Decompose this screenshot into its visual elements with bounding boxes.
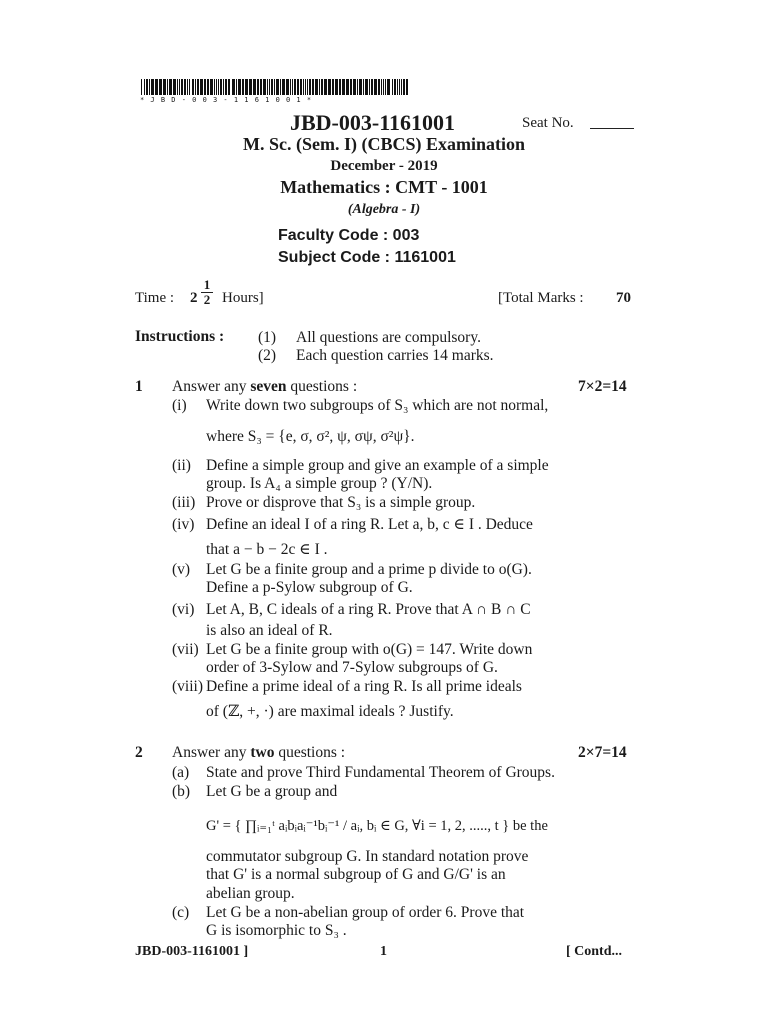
q1-part-line: Define an ideal I of a ring R. Let a, b, c ∈ I . Deduce [206, 516, 533, 533]
q1-prompt [172, 378, 357, 396]
barcode-bar [315, 79, 318, 95]
barcode-bar [236, 79, 237, 95]
q1-part-line: Write down two subgroups of S₃ which are not normal, [206, 397, 549, 414]
barcode-bar [369, 79, 370, 95]
barcode-bar [274, 79, 275, 95]
q2-part-num: (a) [172, 764, 190, 781]
q2-marks: 2×7=14 [578, 744, 627, 761]
time-fraction [201, 278, 213, 307]
barcode-bar [187, 79, 188, 95]
time-denominator: 2 [203, 292, 211, 307]
barcode-bar [216, 79, 217, 95]
q1-part-num: (viii) [172, 678, 203, 695]
barcode-bar [286, 79, 289, 95]
barcode-bar [232, 79, 235, 95]
barcode-bar [179, 79, 180, 95]
instruction-1-text: All questions are compulsory. [296, 329, 481, 346]
barcode-bar [394, 79, 396, 95]
barcode-bar [383, 79, 384, 95]
q1-part-line: Define a simple group and give an example of a simple [206, 457, 549, 474]
q1-part-line: that a − b − 2c ∈ I . [206, 541, 328, 558]
barcode-bar [381, 79, 382, 95]
q1-prompt-a: Answer any [172, 378, 247, 395]
barcode-bar [309, 79, 311, 95]
barcode-bar [357, 79, 358, 95]
barcode-bar [401, 79, 402, 95]
time-unit: Hours] [222, 290, 264, 306]
barcode-bar [163, 79, 166, 95]
q1-prompt-c: questions : [290, 378, 358, 395]
seat-label: Seat No. [522, 115, 574, 131]
barcode-bar [151, 79, 154, 95]
barcode-bar [271, 79, 273, 95]
q2-part-line: G' = { ∏ᵢ₌₁ᵗ aᵢbᵢaᵢ⁻¹bᵢ⁻¹ / aᵢ, bᵢ ∈ G, ∀i = 1, 2, ....., t } be the [206, 818, 548, 834]
barcode-bar [290, 79, 291, 95]
barcode-bar [173, 79, 176, 95]
barcode-bar [263, 79, 266, 95]
barcode-bar [141, 79, 142, 95]
total-marks-label: [Total Marks : [498, 290, 584, 306]
q2-part-line: abelian group. [206, 885, 295, 902]
q1-part-line: group. Is A₄ a simple group ? (Y/N). [206, 475, 433, 492]
barcode-bar [387, 79, 390, 95]
barcode-bar [294, 79, 296, 95]
barcode-bar [280, 79, 281, 95]
barcode-bar [189, 79, 190, 95]
q1-part-num: (vii) [172, 641, 199, 658]
instruction-2-text: Each question carries 14 marks. [296, 347, 494, 364]
barcode-bar [297, 79, 299, 95]
q1-part-num: (i) [172, 397, 187, 414]
barcode-bar [228, 79, 230, 95]
q1-part-num: (iii) [172, 494, 196, 511]
q1-number: 1 [135, 378, 143, 395]
barcode-bar [155, 79, 158, 95]
barcode-bar [365, 79, 368, 95]
barcode-bar [374, 79, 377, 95]
barcode-bar [242, 79, 244, 95]
barcode-bar [378, 79, 380, 95]
barcode-bar [312, 79, 314, 95]
barcode-bar [218, 79, 219, 95]
barcode-bar [249, 79, 252, 95]
footer-code: JBD-003-1161001 ] [135, 944, 249, 959]
barcode-bar [207, 79, 209, 95]
exam-title: M. Sc. (Sem. I) (CBCS) Examination [243, 134, 525, 154]
q1-part-line: Define a prime ideal of a ring R. Is all prime ideals [206, 678, 522, 695]
q2-prompt [172, 744, 345, 762]
page-number: 1 [380, 944, 387, 959]
time-whole: 2 [190, 290, 198, 306]
barcode-bar [149, 79, 150, 95]
barcode-bar [181, 79, 183, 95]
barcode-bar [177, 79, 178, 95]
barcode-bar [267, 79, 268, 95]
q1-part-line: Let G be a finite group and a prime p divide to o(G). [206, 561, 532, 578]
barcode-bar [260, 79, 262, 95]
barcode-bar [159, 79, 162, 95]
barcode-bar [292, 79, 293, 95]
q1-marks: 7×2=14 [578, 378, 627, 395]
barcode-bar [359, 79, 362, 95]
q2-part-line: G is isomorphic to S₃ . [206, 922, 347, 939]
barcode-bar [253, 79, 256, 95]
q1-part-line: Define a p-Sylow subgroup of G. [206, 579, 413, 596]
barcode-bar [305, 79, 306, 95]
barcode-bar [197, 79, 199, 95]
paper-name: (Algebra - I) [347, 202, 421, 217]
q2-prompt-c: questions : [278, 744, 346, 761]
instruction-1-num: (1) [258, 329, 277, 346]
q1-part-line: Let A, B, C ideals of a ring R. Prove that A ∩ B ∩ C [206, 601, 531, 618]
barcode-bar [245, 79, 248, 95]
q2-part-num: (c) [172, 904, 190, 921]
barcode-bar [204, 79, 206, 95]
q2-prompt-a: Answer any [172, 744, 247, 761]
barcode-bar [146, 79, 148, 95]
q1-part-line: Prove or disprove that S₃ is a simple group. [206, 494, 476, 511]
q1-part-line: Let G be a finite group with o(G) = 147. Write down [206, 641, 533, 658]
barcode-bar [332, 79, 334, 95]
q1-part-num: (v) [172, 561, 191, 578]
barcode-bar [184, 79, 186, 95]
q2-number: 2 [135, 744, 143, 761]
barcode-bar [342, 79, 345, 95]
q2-part-line: that G' is a normal subgroup of G and G/G' is an [206, 866, 506, 883]
barcode-bar [307, 79, 308, 95]
barcode-bar [371, 79, 373, 95]
barcode-bar [403, 79, 405, 95]
barcode-bar [195, 79, 196, 95]
q1-part-line: is also an ideal of R. [206, 622, 333, 639]
total-marks-value: 70 [616, 290, 631, 306]
barcode-bar [144, 79, 145, 95]
instructions-label: Instructions : [135, 328, 225, 345]
barcode-bar [192, 79, 194, 95]
barcode-graphic [141, 79, 411, 95]
barcode-bar [321, 79, 323, 95]
barcode-bar [220, 79, 222, 95]
q1-part-line: of (ℤ, +, ·) are maximal ideals ? Justify. [206, 703, 454, 720]
barcode-bar [353, 79, 356, 95]
subject-title: Mathematics : CMT - 1001 [280, 177, 488, 197]
barcode-bar [335, 79, 338, 95]
barcode-bar [385, 79, 386, 95]
barcode-bar [210, 79, 213, 95]
barcode-bar [200, 79, 203, 95]
q2-part-line: commutator subgroup G. In standard notation prove [206, 848, 529, 865]
barcode-bar [276, 79, 279, 95]
q2-part-num: (b) [172, 783, 191, 800]
barcode-bar [214, 79, 215, 95]
barcode-bar [392, 79, 393, 95]
barcode-bar [167, 79, 168, 95]
q2-prompt-b: two [250, 744, 275, 761]
time-label: Time : [135, 290, 175, 306]
subject-code: Subject Code : 1161001 [278, 249, 456, 266]
barcode-bar [223, 79, 224, 95]
q1-prompt-b: seven [250, 378, 287, 395]
barcode-bar [169, 79, 172, 95]
barcode-bar [363, 79, 364, 95]
q1-part-num: (iv) [172, 516, 195, 533]
barcode-bar [328, 79, 331, 95]
instruction-2-num: (2) [258, 347, 277, 364]
barcode-bar [238, 79, 241, 95]
barcode-bar [339, 79, 341, 95]
q1-part-num: (vi) [172, 601, 195, 618]
barcode-bar [399, 79, 400, 95]
exam-session: December - 2019 [330, 158, 438, 174]
barcode-bar [397, 79, 398, 95]
barcode-bar [319, 79, 320, 95]
barcode-bar [406, 79, 408, 95]
barcode-text: * J B D - 0 0 3 - 1 1 6 1 0 0 1 * [140, 96, 313, 104]
barcode-bar [300, 79, 302, 95]
time-numerator: 1 [201, 278, 213, 293]
barcode-bar [324, 79, 327, 95]
barcode-bar [269, 79, 270, 95]
barcode-bar [303, 79, 304, 95]
q2-part-line: Let G be a group and [206, 783, 338, 800]
faculty-code: Faculty Code : 003 [278, 227, 420, 244]
barcode-bar [225, 79, 227, 95]
q2-part-line: Let G be a non-abelian group of order 6. Prove that [206, 904, 525, 921]
paper-code: JBD-003-1161001 [290, 110, 455, 135]
q2-part-line: State and prove Third Fundamental Theorem of Groups. [206, 764, 555, 781]
barcode-bar [282, 79, 285, 95]
contd-label: [ Contd... [566, 944, 623, 959]
q1-part-num: (ii) [172, 457, 191, 474]
barcode-bar [350, 79, 352, 95]
seat-number-field[interactable] [590, 128, 634, 129]
q1-part-line: where S₃ = {e, σ, σ², ψ, σψ, σ²ψ}. [206, 428, 415, 445]
q1-part-line: order of 3-Sylow and 7-Sylow subgroups of G. [206, 659, 498, 676]
barcode-bar [346, 79, 349, 95]
barcode-bar [257, 79, 259, 95]
